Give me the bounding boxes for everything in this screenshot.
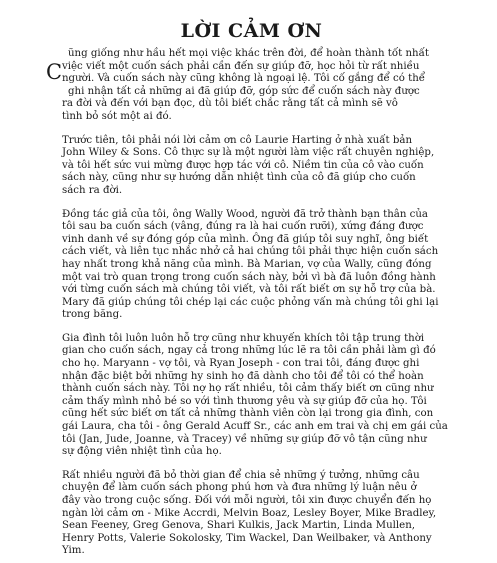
paragraph-5-line-2: chuyện để làm cuốn sách phong phú hơn và đưa những lý luận nêu ở bbox=[62, 482, 417, 494]
paragraph-2-line-4: sách này, cũng như sự hướng dẫn nhiệt tình của cô đã giúp cho cuốn bbox=[62, 172, 416, 184]
paragraph-2-line-2: John Wiley & Sons. Cô thực sự là một người làm việc rất chuyên nghiệp, bbox=[62, 147, 435, 159]
drop-cap: C bbox=[46, 60, 63, 84]
paragraph-4-line-5: thành cuốn sách này. Tôi nợ họ rất nhiều, tôi cảm thấy biết ơn cũng như bbox=[62, 383, 434, 395]
paragraph-3-line-7: với từng cuốn sách mà chúng tôi viết, và tôi rất biết ơn sự hỗ trợ của bà. bbox=[62, 284, 436, 296]
paragraph-3-line-1: Đồng tác giả của tôi, ông Wally Wood, người đã trở thành bạn thân của bbox=[62, 208, 428, 220]
paragraph-3-line-6: một vai trò quan trọng trong cuốn sách này, bởi vì bà đã luôn đồng hành bbox=[62, 271, 436, 283]
paragraph-5-line-5: Sean Feeney, Greg Genova, Shari Kulkis, Jack Martin, Linda Mullen, bbox=[62, 520, 415, 532]
paragraph-4-line-9: tôi (Jan, Jude, Joanne, và Tracey) về những sự giúp đỡ vô tận cũng như bbox=[62, 433, 427, 445]
paragraph-4-line-7: cũng hết sức biết ơn tất cả những thành viên còn lại trong gia đình, con bbox=[62, 408, 434, 420]
paragraph-5-line-3: đây vào trong cuộc sống. Đối với mỗi người, tôi xin được chuyển đến họ bbox=[62, 495, 432, 506]
paragraph-5-line-4: ngàn lời cảm ơn - Mike Accrdi, Melvin Boaz, Lesley Boyer, Mike Bradley, bbox=[62, 507, 437, 519]
paragraph-2-line-3: và tôi hết sức vui mừng được hợp tác với cô. Niềm tin của cô vào cuốn bbox=[62, 159, 424, 171]
paragraph-3-line-4: cách viết, và liên tục nhắc nhở cả hai chúng tôi phải thực hiện cuốn sách bbox=[62, 246, 439, 258]
paragraph-3-line-5: hay nhất trong khả năng của mình. Bà Marian, vợ của Wally, cũng đóng bbox=[62, 258, 432, 270]
paragraph-2-line-5: sách ra đời. bbox=[62, 184, 123, 196]
paragraph-5-line-6: Henry Potts, Valerie Sokolosky, Tim Wackel, Dan Weilbaker, và Anthony bbox=[62, 532, 432, 544]
paragraph-1-line-6: tình bỏ sót một ai đó. bbox=[62, 110, 172, 122]
paragraph-4-line-6: cảm thấy mình nhỏ bé so với tình thương yêu và sự giúp đỡ của họ. Tôi bbox=[62, 395, 427, 407]
paragraph-3 bbox=[62, 209, 473, 322]
paragraph-3-line-2: tôi sau ba cuốn sách (vâng, đúng ra là hai cuốn rưỡi), xứng đáng được bbox=[62, 221, 424, 233]
paragraph-1-line-2: việc viết một cuốn sách phải cần đến sự giúp đỡ, học hỏi từ rất nhiều bbox=[62, 60, 420, 72]
paragraph-2-line-1: Trước tiên, tôi phải nói lời cảm ơn cô Laurie Harting ở nhà xuất bản bbox=[62, 134, 413, 146]
paragraph-4 bbox=[62, 333, 473, 459]
paragraph-1-line-1: ũng giống như hầu hết mọi việc khác trên đời, để hoàn thành tốt nhất bbox=[68, 48, 429, 59]
paragraph-3-line-9: trong băng. bbox=[62, 309, 123, 321]
paragraph-1-line-3: người. Và cuốn sách này cũng không là ngoại lệ. Tôi cố gắng để có thể bbox=[62, 73, 426, 85]
paragraph-4-line-10: sự động viên nhiệt tình của họ. bbox=[62, 446, 222, 458]
paragraph-1-line-5: ra đời và đến với bạn đọc, dù tôi biết chắc rằng tất cả mình sẽ vô bbox=[62, 98, 398, 110]
paragraph-4-line-2: gian cho cuốn sách, ngay cả trong những lúc lẽ ra tôi cần phải làm gì đó bbox=[62, 345, 436, 357]
paragraph-3-line-8: Mary đã giúp chúng tôi chép lại các cuộc phỏng vấn mà chúng tôi ghi lại bbox=[62, 296, 439, 308]
paragraph-5-line-7: Yim. bbox=[62, 545, 85, 557]
paragraph-4-line-1: Gia đình tôi luôn luôn hỗ trợ cũng như khuyến khích tôi tập trung thời bbox=[62, 332, 425, 344]
paragraph-5-line-1: Rất nhiều người đã bỏ thời gian để chia sẻ những ý tưởng, những câu bbox=[62, 469, 420, 481]
paragraph-2 bbox=[62, 135, 473, 198]
paragraph-4-line-4: nhận đặc biệt bởi những hy sinh họ đã dành cho tôi để tôi có thể hoàn bbox=[62, 370, 424, 382]
paragraph-4-line-8: gái Laura, cha tôi - ông Gerald Acuff Sr., các anh em trai và chị em gái của bbox=[62, 421, 448, 433]
paragraph-1-line-4: ghi nhận tất cả những ai đã giúp đỡ, góp sức để cuốn sách này được bbox=[68, 85, 420, 97]
paragraph-1 bbox=[46, 48, 473, 124]
paragraph-5 bbox=[62, 470, 473, 558]
page-title: LỜI CẢM ƠN bbox=[180, 20, 323, 42]
paragraph-4-line-3: cho họ. Maryann - vợ tôi, và Ryan Joseph - con trai tôi, đáng được ghi bbox=[62, 358, 420, 370]
paragraph-3-line-3: vinh danh về sự đóng góp của mình. Ông đã giúp tôi suy nghĩ, ông biết bbox=[62, 233, 429, 245]
